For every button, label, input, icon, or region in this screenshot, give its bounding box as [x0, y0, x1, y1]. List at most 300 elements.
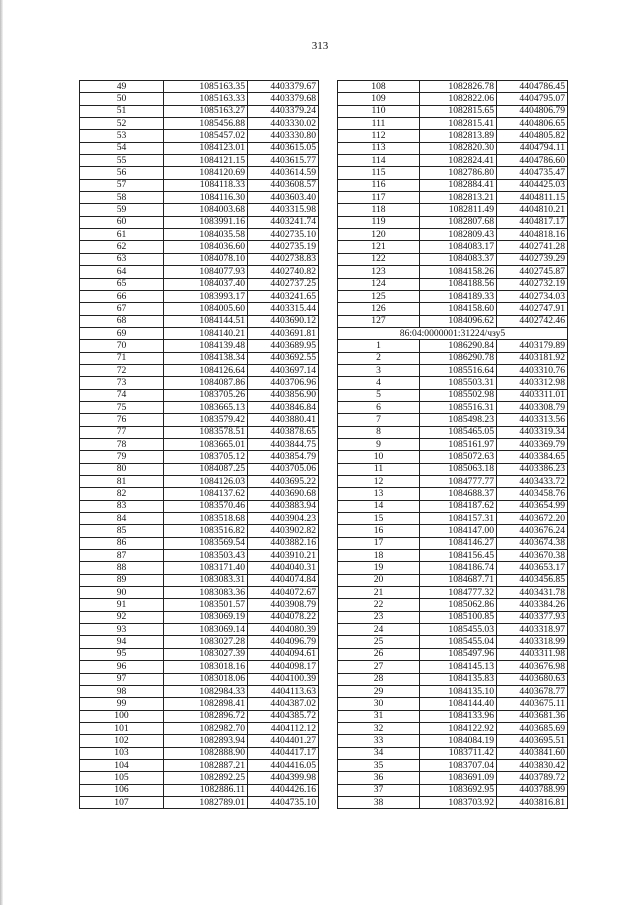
y-coordinate-cell: 4403788.99 — [497, 784, 568, 796]
y-coordinate-cell: 4403904.23 — [248, 513, 319, 525]
table-row — [80, 192, 319, 204]
y-coordinate-cell: 4403458.76 — [497, 488, 568, 500]
y-coordinate-cell: 4403330.80 — [248, 130, 319, 142]
point-number-cell: 15 — [338, 513, 420, 525]
table-row — [338, 364, 568, 376]
table-row — [338, 550, 568, 562]
y-coordinate-cell: 4403670.38 — [497, 550, 568, 562]
point-number-cell: 86 — [80, 537, 164, 549]
point-number-cell: 127 — [338, 315, 420, 327]
point-number-cell: 62 — [80, 241, 164, 253]
point-number-cell: 32 — [338, 722, 420, 734]
point-number-cell: 75 — [80, 401, 164, 413]
y-coordinate-cell: 4404096.79 — [248, 636, 319, 648]
point-number-cell: 114 — [338, 155, 420, 167]
y-coordinate-cell: 4404385.72 — [248, 710, 319, 722]
table-row — [338, 661, 568, 673]
point-number-cell: 8 — [338, 426, 420, 438]
table-row — [338, 241, 568, 253]
x-coordinate-cell: 1085456.88 — [164, 118, 248, 130]
point-number-cell: 113 — [338, 142, 420, 154]
table-row — [80, 550, 319, 562]
point-number-cell: 101 — [80, 722, 164, 734]
point-number-cell: 78 — [80, 438, 164, 450]
table-row — [80, 673, 319, 685]
point-number-cell: 22 — [338, 599, 420, 611]
point-number-cell: 81 — [80, 476, 164, 488]
x-coordinate-cell: 1085503.31 — [420, 377, 497, 389]
y-coordinate-cell: 4402739.29 — [497, 253, 568, 265]
point-number-cell: 126 — [338, 303, 420, 315]
table-row — [338, 229, 568, 241]
table-row — [80, 624, 319, 636]
point-number-cell: 106 — [80, 784, 164, 796]
table-row — [338, 377, 568, 389]
point-number-cell: 68 — [80, 315, 164, 327]
point-number-cell: 118 — [338, 204, 420, 216]
x-coordinate-cell: 1083027.28 — [164, 636, 248, 648]
x-coordinate-cell: 1082815.65 — [420, 105, 497, 117]
x-coordinate-cell: 1085457.02 — [164, 130, 248, 142]
y-coordinate-cell: 4403319.34 — [497, 426, 568, 438]
y-coordinate-cell: 4403789.72 — [497, 772, 568, 784]
x-coordinate-cell: 1084138.34 — [164, 352, 248, 364]
point-number-cell: 93 — [80, 624, 164, 636]
table-row — [338, 278, 568, 290]
x-coordinate-cell: 1083516.82 — [164, 525, 248, 537]
table-row — [80, 241, 319, 253]
y-coordinate-cell: 4403690.12 — [248, 315, 319, 327]
point-number-cell: 110 — [338, 105, 420, 117]
table-row — [80, 290, 319, 302]
x-coordinate-cell: 1083171.40 — [164, 562, 248, 574]
x-coordinate-cell: 1082789.01 — [164, 796, 248, 808]
x-coordinate-cell: 1085100.85 — [420, 611, 497, 623]
y-coordinate-cell: 4404794.11 — [497, 142, 568, 154]
point-number-cell: 37 — [338, 784, 420, 796]
table-row — [80, 587, 319, 599]
x-coordinate-cell: 1084145.13 — [420, 661, 497, 673]
table-row — [338, 513, 568, 525]
x-coordinate-cell: 1082826.78 — [420, 81, 497, 93]
x-coordinate-cell: 1083570.46 — [164, 500, 248, 512]
y-coordinate-cell: 4402732.19 — [497, 278, 568, 290]
table-row — [338, 451, 568, 463]
y-coordinate-cell: 4403695.22 — [248, 476, 319, 488]
point-number-cell: 117 — [338, 192, 420, 204]
x-coordinate-cell: 1084120.69 — [164, 167, 248, 179]
table-row — [80, 488, 319, 500]
table-row — [338, 574, 568, 586]
table-row — [338, 118, 568, 130]
x-coordinate-cell: 1085502.98 — [420, 389, 497, 401]
point-number-cell: 36 — [338, 772, 420, 784]
x-coordinate-cell: 1085516.31 — [420, 401, 497, 413]
y-coordinate-cell: 4404074.84 — [248, 574, 319, 586]
point-number-cell: 74 — [80, 389, 164, 401]
table-row — [338, 587, 568, 599]
table-row — [338, 81, 568, 93]
table-row — [80, 735, 319, 747]
point-number-cell: 122 — [338, 253, 420, 265]
x-coordinate-cell: 1082984.33 — [164, 685, 248, 697]
point-number-cell: 59 — [80, 204, 164, 216]
x-coordinate-cell: 1082807.68 — [420, 216, 497, 228]
y-coordinate-cell: 4404072.67 — [248, 587, 319, 599]
x-coordinate-cell: 1084137.62 — [164, 488, 248, 500]
point-number-cell: 35 — [338, 759, 420, 771]
x-coordinate-cell: 1084133.96 — [420, 710, 497, 722]
x-coordinate-cell: 1083705.26 — [164, 389, 248, 401]
point-number-cell: 14 — [338, 500, 420, 512]
point-number-cell: 77 — [80, 426, 164, 438]
table-row — [80, 167, 319, 179]
x-coordinate-cell: 1085455.03 — [420, 624, 497, 636]
table-row — [80, 266, 319, 278]
point-number-cell: 27 — [338, 661, 420, 673]
point-number-cell: 125 — [338, 290, 420, 302]
x-coordinate-cell: 1083993.17 — [164, 290, 248, 302]
table-row — [338, 525, 568, 537]
y-coordinate-cell: 4403379.24 — [248, 105, 319, 117]
x-coordinate-cell: 1084005.60 — [164, 303, 248, 315]
x-coordinate-cell: 1084126.03 — [164, 476, 248, 488]
point-number-cell: 65 — [80, 278, 164, 290]
y-coordinate-cell: 4403181.92 — [497, 352, 568, 364]
table-row — [80, 327, 319, 339]
y-coordinate-cell: 4403179.89 — [497, 340, 568, 352]
y-coordinate-cell: 4404425.03 — [497, 179, 568, 191]
section-header-row — [338, 327, 568, 339]
point-number-cell: 104 — [80, 759, 164, 771]
y-coordinate-cell: 4403880.41 — [248, 414, 319, 426]
y-coordinate-cell: 4403615.05 — [248, 142, 319, 154]
table-row — [338, 93, 568, 105]
point-number-cell: 109 — [338, 93, 420, 105]
y-coordinate-cell: 4403854.79 — [248, 451, 319, 463]
table-row — [338, 648, 568, 660]
y-coordinate-cell: 4403386.23 — [497, 463, 568, 475]
y-coordinate-cell: 4402734.03 — [497, 290, 568, 302]
x-coordinate-cell: 1084144.40 — [420, 698, 497, 710]
x-coordinate-cell: 1082886.11 — [164, 784, 248, 796]
y-coordinate-cell: 4403675.11 — [497, 698, 568, 710]
table-row — [338, 636, 568, 648]
point-number-cell: 33 — [338, 735, 420, 747]
y-coordinate-cell: 4403846.84 — [248, 401, 319, 413]
table-row — [80, 513, 319, 525]
x-coordinate-cell: 1085161.97 — [420, 438, 497, 450]
table-row — [338, 599, 568, 611]
table-row — [338, 476, 568, 488]
point-number-cell: 20 — [338, 574, 420, 586]
point-number-cell: 12 — [338, 476, 420, 488]
table-row — [80, 796, 319, 808]
table-row — [80, 599, 319, 611]
y-coordinate-cell: 4404401.27 — [248, 735, 319, 747]
point-number-cell: 85 — [80, 525, 164, 537]
x-coordinate-cell: 1084003.68 — [164, 204, 248, 216]
table-row — [338, 722, 568, 734]
y-coordinate-cell: 4403841.60 — [497, 747, 568, 759]
y-coordinate-cell: 4403379.68 — [248, 93, 319, 105]
x-coordinate-cell: 1082982.70 — [164, 722, 248, 734]
point-number-cell: 67 — [80, 303, 164, 315]
y-coordinate-cell: 4403313.56 — [497, 414, 568, 426]
table-row — [80, 130, 319, 142]
y-coordinate-cell: 4402738.83 — [248, 253, 319, 265]
table-row — [338, 784, 568, 796]
x-coordinate-cell: 1084158.60 — [420, 303, 497, 315]
x-coordinate-cell: 1084122.92 — [420, 722, 497, 734]
x-coordinate-cell: 1083518.68 — [164, 513, 248, 525]
table-row — [80, 451, 319, 463]
x-coordinate-cell: 1084083.37 — [420, 253, 497, 265]
x-coordinate-cell: 1084157.31 — [420, 513, 497, 525]
y-coordinate-cell: 4403910.21 — [248, 550, 319, 562]
table-row — [80, 401, 319, 413]
point-number-cell: 31 — [338, 710, 420, 722]
y-coordinate-cell: 4403672.20 — [497, 513, 568, 525]
table-row — [80, 463, 319, 475]
x-coordinate-cell: 1082815.41 — [420, 118, 497, 130]
y-coordinate-cell: 4404426.16 — [248, 784, 319, 796]
x-coordinate-cell: 1084140.21 — [164, 327, 248, 339]
table-row — [338, 685, 568, 697]
x-coordinate-cell: 1082813.21 — [420, 192, 497, 204]
y-coordinate-cell: 4402737.25 — [248, 278, 319, 290]
table-row — [80, 747, 319, 759]
x-coordinate-cell: 1083578.51 — [164, 426, 248, 438]
y-coordinate-cell: 4402735.19 — [248, 241, 319, 253]
point-number-cell: 88 — [80, 562, 164, 574]
table-row — [338, 266, 568, 278]
point-number-cell: 60 — [80, 216, 164, 228]
y-coordinate-cell: 4403377.93 — [497, 611, 568, 623]
table-row — [80, 278, 319, 290]
y-coordinate-cell: 4403705.06 — [248, 463, 319, 475]
table-row — [338, 192, 568, 204]
y-coordinate-cell: 4402747.91 — [497, 303, 568, 315]
y-coordinate-cell: 4403456.85 — [497, 574, 568, 586]
point-number-cell: 61 — [80, 229, 164, 241]
point-number-cell: 3 — [338, 364, 420, 376]
y-coordinate-cell: 4403315.98 — [248, 204, 319, 216]
scan-edge-shadow — [0, 0, 3, 905]
table-row — [80, 253, 319, 265]
y-coordinate-cell: 4403883.94 — [248, 500, 319, 512]
point-number-cell: 21 — [338, 587, 420, 599]
point-number-cell: 2 — [338, 352, 420, 364]
y-coordinate-cell: 4403676.24 — [497, 525, 568, 537]
y-coordinate-cell: 4403310.76 — [497, 364, 568, 376]
point-number-cell: 112 — [338, 130, 420, 142]
x-coordinate-cell: 1084077.93 — [164, 266, 248, 278]
point-number-cell: 119 — [338, 216, 420, 228]
point-number-cell: 123 — [338, 266, 420, 278]
x-coordinate-cell: 1082887.21 — [164, 759, 248, 771]
point-number-cell: 57 — [80, 179, 164, 191]
table-row — [80, 574, 319, 586]
table-row — [80, 340, 319, 352]
table-row — [338, 130, 568, 142]
y-coordinate-cell: 4403690.68 — [248, 488, 319, 500]
y-coordinate-cell: 4403697.14 — [248, 364, 319, 376]
y-coordinate-cell: 4404818.16 — [497, 229, 568, 241]
x-coordinate-cell: 1084187.62 — [420, 500, 497, 512]
point-number-cell: 70 — [80, 340, 164, 352]
table-row — [80, 352, 319, 364]
table-row — [80, 142, 319, 154]
y-coordinate-cell: 4403433.72 — [497, 476, 568, 488]
coordinates-table-right — [337, 80, 568, 809]
y-coordinate-cell: 4403330.02 — [248, 118, 319, 130]
table-row — [338, 624, 568, 636]
point-number-cell: 89 — [80, 574, 164, 586]
table-row — [338, 796, 568, 808]
x-coordinate-cell: 1084144.51 — [164, 315, 248, 327]
table-row — [80, 722, 319, 734]
y-coordinate-cell: 4403830.42 — [497, 759, 568, 771]
x-coordinate-cell: 1084036.60 — [164, 241, 248, 253]
y-coordinate-cell: 4402745.87 — [497, 266, 568, 278]
table-row — [338, 488, 568, 500]
point-number-cell: 121 — [338, 241, 420, 253]
point-number-cell: 25 — [338, 636, 420, 648]
page-number: 313 — [311, 40, 329, 52]
table-row — [338, 562, 568, 574]
point-number-cell: 49 — [80, 81, 164, 93]
table-row — [338, 500, 568, 512]
x-coordinate-cell: 1082811.49 — [420, 204, 497, 216]
y-coordinate-cell: 4403312.98 — [497, 377, 568, 389]
point-number-cell: 10 — [338, 451, 420, 463]
point-number-cell: 23 — [338, 611, 420, 623]
y-coordinate-cell: 4403384.26 — [497, 599, 568, 611]
point-number-cell: 100 — [80, 710, 164, 722]
x-coordinate-cell: 1084084.19 — [420, 735, 497, 747]
table-row — [80, 414, 319, 426]
y-coordinate-cell: 4403653.17 — [497, 562, 568, 574]
x-coordinate-cell: 1083569.54 — [164, 537, 248, 549]
table-row — [338, 105, 568, 117]
table-row — [338, 340, 568, 352]
x-coordinate-cell: 1082888.90 — [164, 747, 248, 759]
y-coordinate-cell: 4403706.96 — [248, 377, 319, 389]
y-coordinate-cell: 4403676.98 — [497, 661, 568, 673]
point-number-cell: 71 — [80, 352, 164, 364]
table-row — [338, 253, 568, 265]
x-coordinate-cell: 1084158.26 — [420, 266, 497, 278]
point-number-cell: 92 — [80, 611, 164, 623]
point-number-cell: 19 — [338, 562, 420, 574]
table-row — [80, 759, 319, 771]
point-number-cell: 69 — [80, 327, 164, 339]
y-coordinate-cell: 4403603.40 — [248, 192, 319, 204]
y-coordinate-cell: 4404040.31 — [248, 562, 319, 574]
table-row — [338, 389, 568, 401]
point-number-cell: 84 — [80, 513, 164, 525]
point-number-cell: 72 — [80, 364, 164, 376]
y-coordinate-cell: 4404098.17 — [248, 661, 319, 673]
point-number-cell: 83 — [80, 500, 164, 512]
x-coordinate-cell: 1085465.05 — [420, 426, 497, 438]
x-coordinate-cell: 1083083.31 — [164, 574, 248, 586]
table-row — [80, 772, 319, 784]
table-row — [80, 500, 319, 512]
point-number-cell: 64 — [80, 266, 164, 278]
y-coordinate-cell: 4403674.38 — [497, 537, 568, 549]
y-coordinate-cell: 4403908.79 — [248, 599, 319, 611]
y-coordinate-cell: 4404399.98 — [248, 772, 319, 784]
x-coordinate-cell: 1085163.27 — [164, 105, 248, 117]
x-coordinate-cell: 1083705.12 — [164, 451, 248, 463]
y-coordinate-cell: 4402740.82 — [248, 266, 319, 278]
x-coordinate-cell: 1084687.71 — [420, 574, 497, 586]
point-number-cell: 87 — [80, 550, 164, 562]
point-number-cell: 115 — [338, 167, 420, 179]
table-row — [80, 105, 319, 117]
y-coordinate-cell: 4404806.79 — [497, 105, 568, 117]
point-number-cell: 13 — [338, 488, 420, 500]
x-coordinate-cell: 1085498.23 — [420, 414, 497, 426]
x-coordinate-cell: 1084688.37 — [420, 488, 497, 500]
y-coordinate-cell: 4402742.46 — [497, 315, 568, 327]
table-row — [338, 735, 568, 747]
table-row — [80, 81, 319, 93]
point-number-cell: 29 — [338, 685, 420, 697]
point-number-cell: 18 — [338, 550, 420, 562]
x-coordinate-cell: 1084078.10 — [164, 253, 248, 265]
table-row — [338, 611, 568, 623]
x-coordinate-cell: 1083018.16 — [164, 661, 248, 673]
x-coordinate-cell: 1084121.15 — [164, 155, 248, 167]
table-row — [338, 414, 568, 426]
y-coordinate-cell: 4404811.15 — [497, 192, 568, 204]
table-row — [338, 315, 568, 327]
table-row — [80, 648, 319, 660]
x-coordinate-cell: 1082809.43 — [420, 229, 497, 241]
x-coordinate-cell: 1084126.64 — [164, 364, 248, 376]
x-coordinate-cell: 1083027.39 — [164, 648, 248, 660]
y-coordinate-cell: 4403379.67 — [248, 81, 319, 93]
x-coordinate-cell: 1083579.42 — [164, 414, 248, 426]
table-row — [80, 229, 319, 241]
x-coordinate-cell: 1082892.25 — [164, 772, 248, 784]
table-row — [338, 438, 568, 450]
y-coordinate-cell: 4403882.16 — [248, 537, 319, 549]
x-coordinate-cell: 1083711.42 — [420, 747, 497, 759]
x-coordinate-cell: 1083991.16 — [164, 216, 248, 228]
x-coordinate-cell: 1082896.72 — [164, 710, 248, 722]
point-number-cell: 63 — [80, 253, 164, 265]
table-row — [80, 155, 319, 167]
point-number-cell: 107 — [80, 796, 164, 808]
table-row — [338, 426, 568, 438]
table-row — [80, 525, 319, 537]
point-number-cell: 54 — [80, 142, 164, 154]
y-coordinate-cell: 4402741.28 — [497, 241, 568, 253]
table-row — [80, 426, 319, 438]
x-coordinate-cell: 1083665.01 — [164, 438, 248, 450]
point-number-cell: 34 — [338, 747, 420, 759]
point-number-cell: 4 — [338, 377, 420, 389]
point-number-cell: 51 — [80, 105, 164, 117]
table-row — [338, 290, 568, 302]
y-coordinate-cell: 4403431.78 — [497, 587, 568, 599]
y-coordinate-cell: 4403680.63 — [497, 673, 568, 685]
x-coordinate-cell: 1082786.80 — [420, 167, 497, 179]
